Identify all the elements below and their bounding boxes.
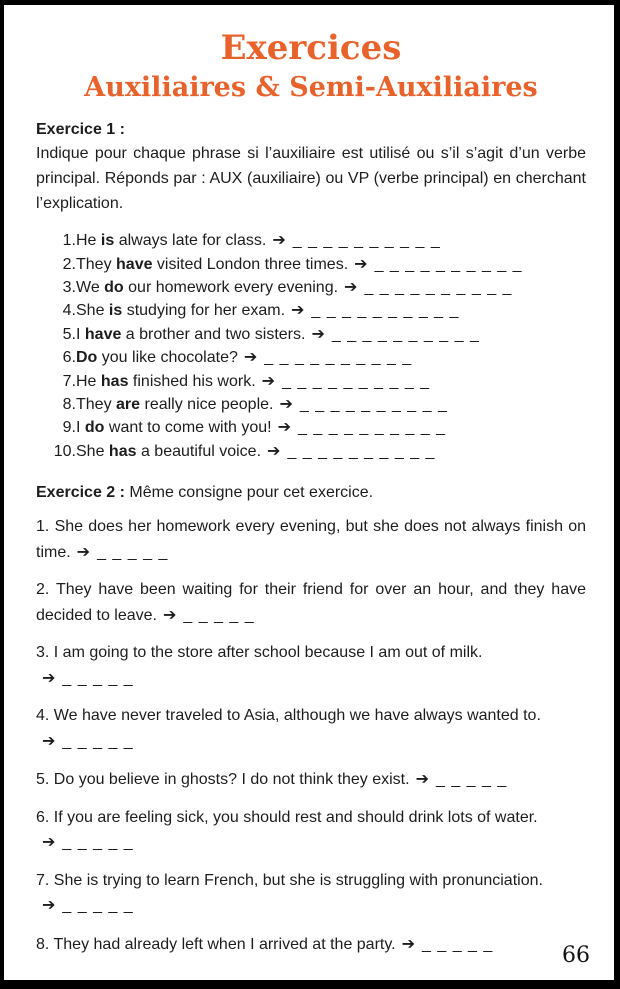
exercise1-item — [36, 370, 586, 393]
item-text: 7. She is trying to learn French, but she is struggling with pronunciation. — [36, 871, 543, 889]
sentence-post: want to come with you! — [104, 419, 272, 437]
arrow-icon: ➔ — [401, 933, 416, 953]
answer-blank[interactable]: _ _ _ _ _ — [62, 834, 134, 852]
exercise2-instruction: Même consigne pour cet exercice. — [129, 484, 374, 502]
item-text: 2. They have been waiting for their friend for over an hour, and they have decided to leave. — [36, 581, 586, 624]
arrow-icon: ➔ — [272, 230, 286, 250]
answer-line — [410, 771, 508, 788]
item-text: 5. Do you believe in ghosts? I do not think they exist. — [36, 771, 410, 789]
item-number: 7. — [62, 372, 76, 390]
sentence-pre: I — [76, 325, 85, 343]
answer-blank[interactable]: _ _ _ _ _ — [435, 771, 508, 789]
answer-line — [36, 893, 586, 919]
auxiliary-word: is — [100, 232, 115, 250]
auxiliary-word: do — [104, 278, 124, 296]
exercise2-item — [36, 869, 586, 919]
item-text: 8. They had already left when I arrived at the party. — [36, 935, 396, 953]
page-title: Exercices — [220, 28, 402, 68]
item-number: 9. — [62, 419, 76, 437]
sentence-post: a brother and two sisters. — [121, 325, 306, 343]
arrow-icon: ➔ — [42, 730, 56, 750]
item-text — [76, 276, 512, 299]
page-subtitle: Auxiliaires & Semi-Auxiliaires — [84, 72, 538, 104]
item-number: 3. — [62, 278, 76, 296]
sentence-post: finished his work. — [128, 372, 256, 390]
answer-blank[interactable]: _ _ _ _ _ _ _ _ _ _ — [292, 232, 441, 250]
exercise2-item — [36, 515, 586, 565]
arrow-icon: ➔ — [42, 895, 56, 915]
auxiliary-word: do — [84, 419, 105, 437]
arrow-icon: ➔ — [162, 604, 177, 624]
arrow-icon: ➔ — [243, 347, 258, 367]
answer-line — [71, 541, 169, 561]
sentence-post: you like chocolate? — [97, 349, 238, 367]
exercise2-label: Exercice 2 : — [36, 484, 125, 502]
arrow-icon: ➔ — [291, 300, 305, 320]
item-text — [76, 346, 412, 369]
exercise1-label: Exercice 1 : — [36, 121, 125, 139]
sentence-pre: They — [76, 395, 117, 413]
item-number: 10. — [53, 442, 76, 460]
arrow-icon: ➔ — [42, 832, 56, 852]
answer-line — [157, 604, 255, 624]
sentence-post: always late for class. — [114, 232, 267, 250]
answer-blank[interactable]: _ _ _ _ _ _ _ _ _ _ — [282, 372, 431, 390]
exercise1-item — [36, 323, 586, 346]
answer-blank[interactable]: _ _ _ _ _ _ _ _ _ _ — [374, 255, 523, 273]
auxiliary-word: have — [84, 325, 122, 343]
item-text — [76, 370, 430, 393]
item-text — [76, 393, 448, 416]
sentence-pre: He — [76, 372, 101, 390]
item-number: 8. — [62, 395, 76, 413]
auxiliary-word: is — [108, 302, 123, 320]
sentence-pre: I — [76, 419, 85, 437]
sentence-post: a beautiful voice. — [136, 442, 262, 460]
item-text — [76, 299, 459, 322]
item-number: 6. — [62, 349, 76, 367]
exercise1-item — [36, 229, 586, 252]
item-number: 4. — [62, 302, 76, 320]
sentence-pre: She — [76, 302, 109, 320]
exercise2-item — [36, 806, 586, 856]
exercise1-header — [36, 121, 586, 139]
arrow-icon: ➔ — [261, 370, 276, 390]
auxiliary-word: has — [100, 372, 129, 390]
answer-blank[interactable]: _ _ _ _ _ — [62, 897, 134, 915]
exercise1-instructions: Indique pour chaque phrase si l’auxiliaire est utilisé ou s’il s’agit d’un verbe principal. Réponds par : AUX (auxiliaire) ou VP (verbe principal) en cherchant l’explication. — [36, 145, 586, 213]
answer-blank[interactable]: _ _ _ _ _ — [183, 606, 255, 624]
item-text: 3. I am going to the store after school because I am out of milk. — [36, 644, 483, 662]
item-text — [76, 253, 523, 276]
answer-line — [36, 729, 586, 755]
answer-blank[interactable]: _ _ _ _ _ _ _ _ _ _ — [364, 278, 513, 296]
item-number: 1. — [62, 232, 76, 250]
answer-blank[interactable]: _ _ _ _ _ _ _ _ _ _ — [311, 302, 460, 320]
exercise2-header — [36, 484, 586, 502]
item-text: 1. She does her homework every evening, but she does not always finish on time. — [36, 518, 586, 561]
answer-blank[interactable]: _ _ _ _ _ — [422, 935, 494, 953]
answer-line — [36, 666, 586, 692]
exercise2-item — [36, 578, 586, 628]
item-text: 4. We have never traveled to Asia, although we have always wanted to. — [36, 707, 541, 725]
exercise2-item — [36, 641, 586, 691]
exercise2-item — [36, 932, 586, 958]
answer-blank[interactable]: _ _ _ _ _ _ _ _ _ _ — [331, 325, 480, 343]
arrow-icon: ➔ — [311, 323, 325, 343]
exercise1-item — [36, 299, 586, 322]
auxiliary-word: Do — [76, 349, 98, 367]
sentence-post: visited London three times. — [152, 255, 349, 273]
sentence-pre: We — [76, 278, 105, 296]
auxiliary-word: are — [116, 395, 141, 413]
exercise1-item — [36, 346, 586, 369]
arrow-icon: ➔ — [354, 253, 368, 273]
page-number: 66 — [562, 943, 590, 968]
exercise1-item — [36, 276, 586, 299]
answer-blank[interactable]: _ _ _ _ _ — [62, 669, 134, 687]
auxiliary-word: has — [108, 442, 137, 460]
answer-blank[interactable]: _ _ _ _ _ _ _ _ _ _ — [287, 442, 436, 460]
item-text — [76, 440, 435, 463]
exercise1-list — [36, 229, 586, 463]
answer-blank[interactable]: _ _ _ _ _ — [62, 732, 134, 750]
exercise1-item — [36, 440, 586, 463]
auxiliary-word: have — [116, 255, 153, 273]
item-text — [76, 229, 441, 252]
answer-blank[interactable]: _ _ _ _ _ _ _ _ _ _ — [264, 349, 413, 367]
exercise1-item — [36, 416, 586, 439]
sentence-post: really nice people. — [140, 395, 274, 413]
arrow-icon: ➔ — [344, 276, 358, 296]
sentence-post: our homework every evening. — [123, 278, 339, 296]
arrow-icon: ➔ — [415, 769, 429, 789]
sentence-pre: He — [76, 232, 101, 250]
sentence-pre: She — [76, 442, 109, 460]
arrow-icon: ➔ — [267, 440, 281, 460]
exercise1-item — [36, 393, 586, 416]
arrow-icon: ➔ — [42, 667, 56, 687]
answer-blank[interactable]: _ _ _ _ _ _ _ _ _ _ — [298, 419, 447, 437]
answer-blank[interactable]: _ _ _ _ _ _ _ _ _ _ — [299, 395, 448, 413]
arrow-icon: ➔ — [279, 393, 293, 413]
arrow-icon: ➔ — [277, 417, 292, 437]
item-number: 2. — [62, 255, 76, 273]
sentence-pre: They — [76, 255, 117, 273]
item-text — [76, 416, 446, 439]
sentence-post: studying for her exam. — [122, 302, 286, 320]
exercise2-item — [36, 767, 586, 793]
answer-line — [36, 830, 586, 856]
exercise2-item — [36, 704, 586, 754]
arrow-icon: ➔ — [76, 541, 91, 561]
item-number: 5. — [62, 325, 76, 343]
exercise1-item — [36, 253, 586, 276]
item-text — [76, 323, 480, 346]
answer-line — [396, 933, 494, 953]
item-text: 6. If you are feeling sick, you should rest and should drink lots of water. — [36, 808, 538, 826]
answer-blank[interactable]: _ _ _ _ _ — [97, 543, 169, 561]
